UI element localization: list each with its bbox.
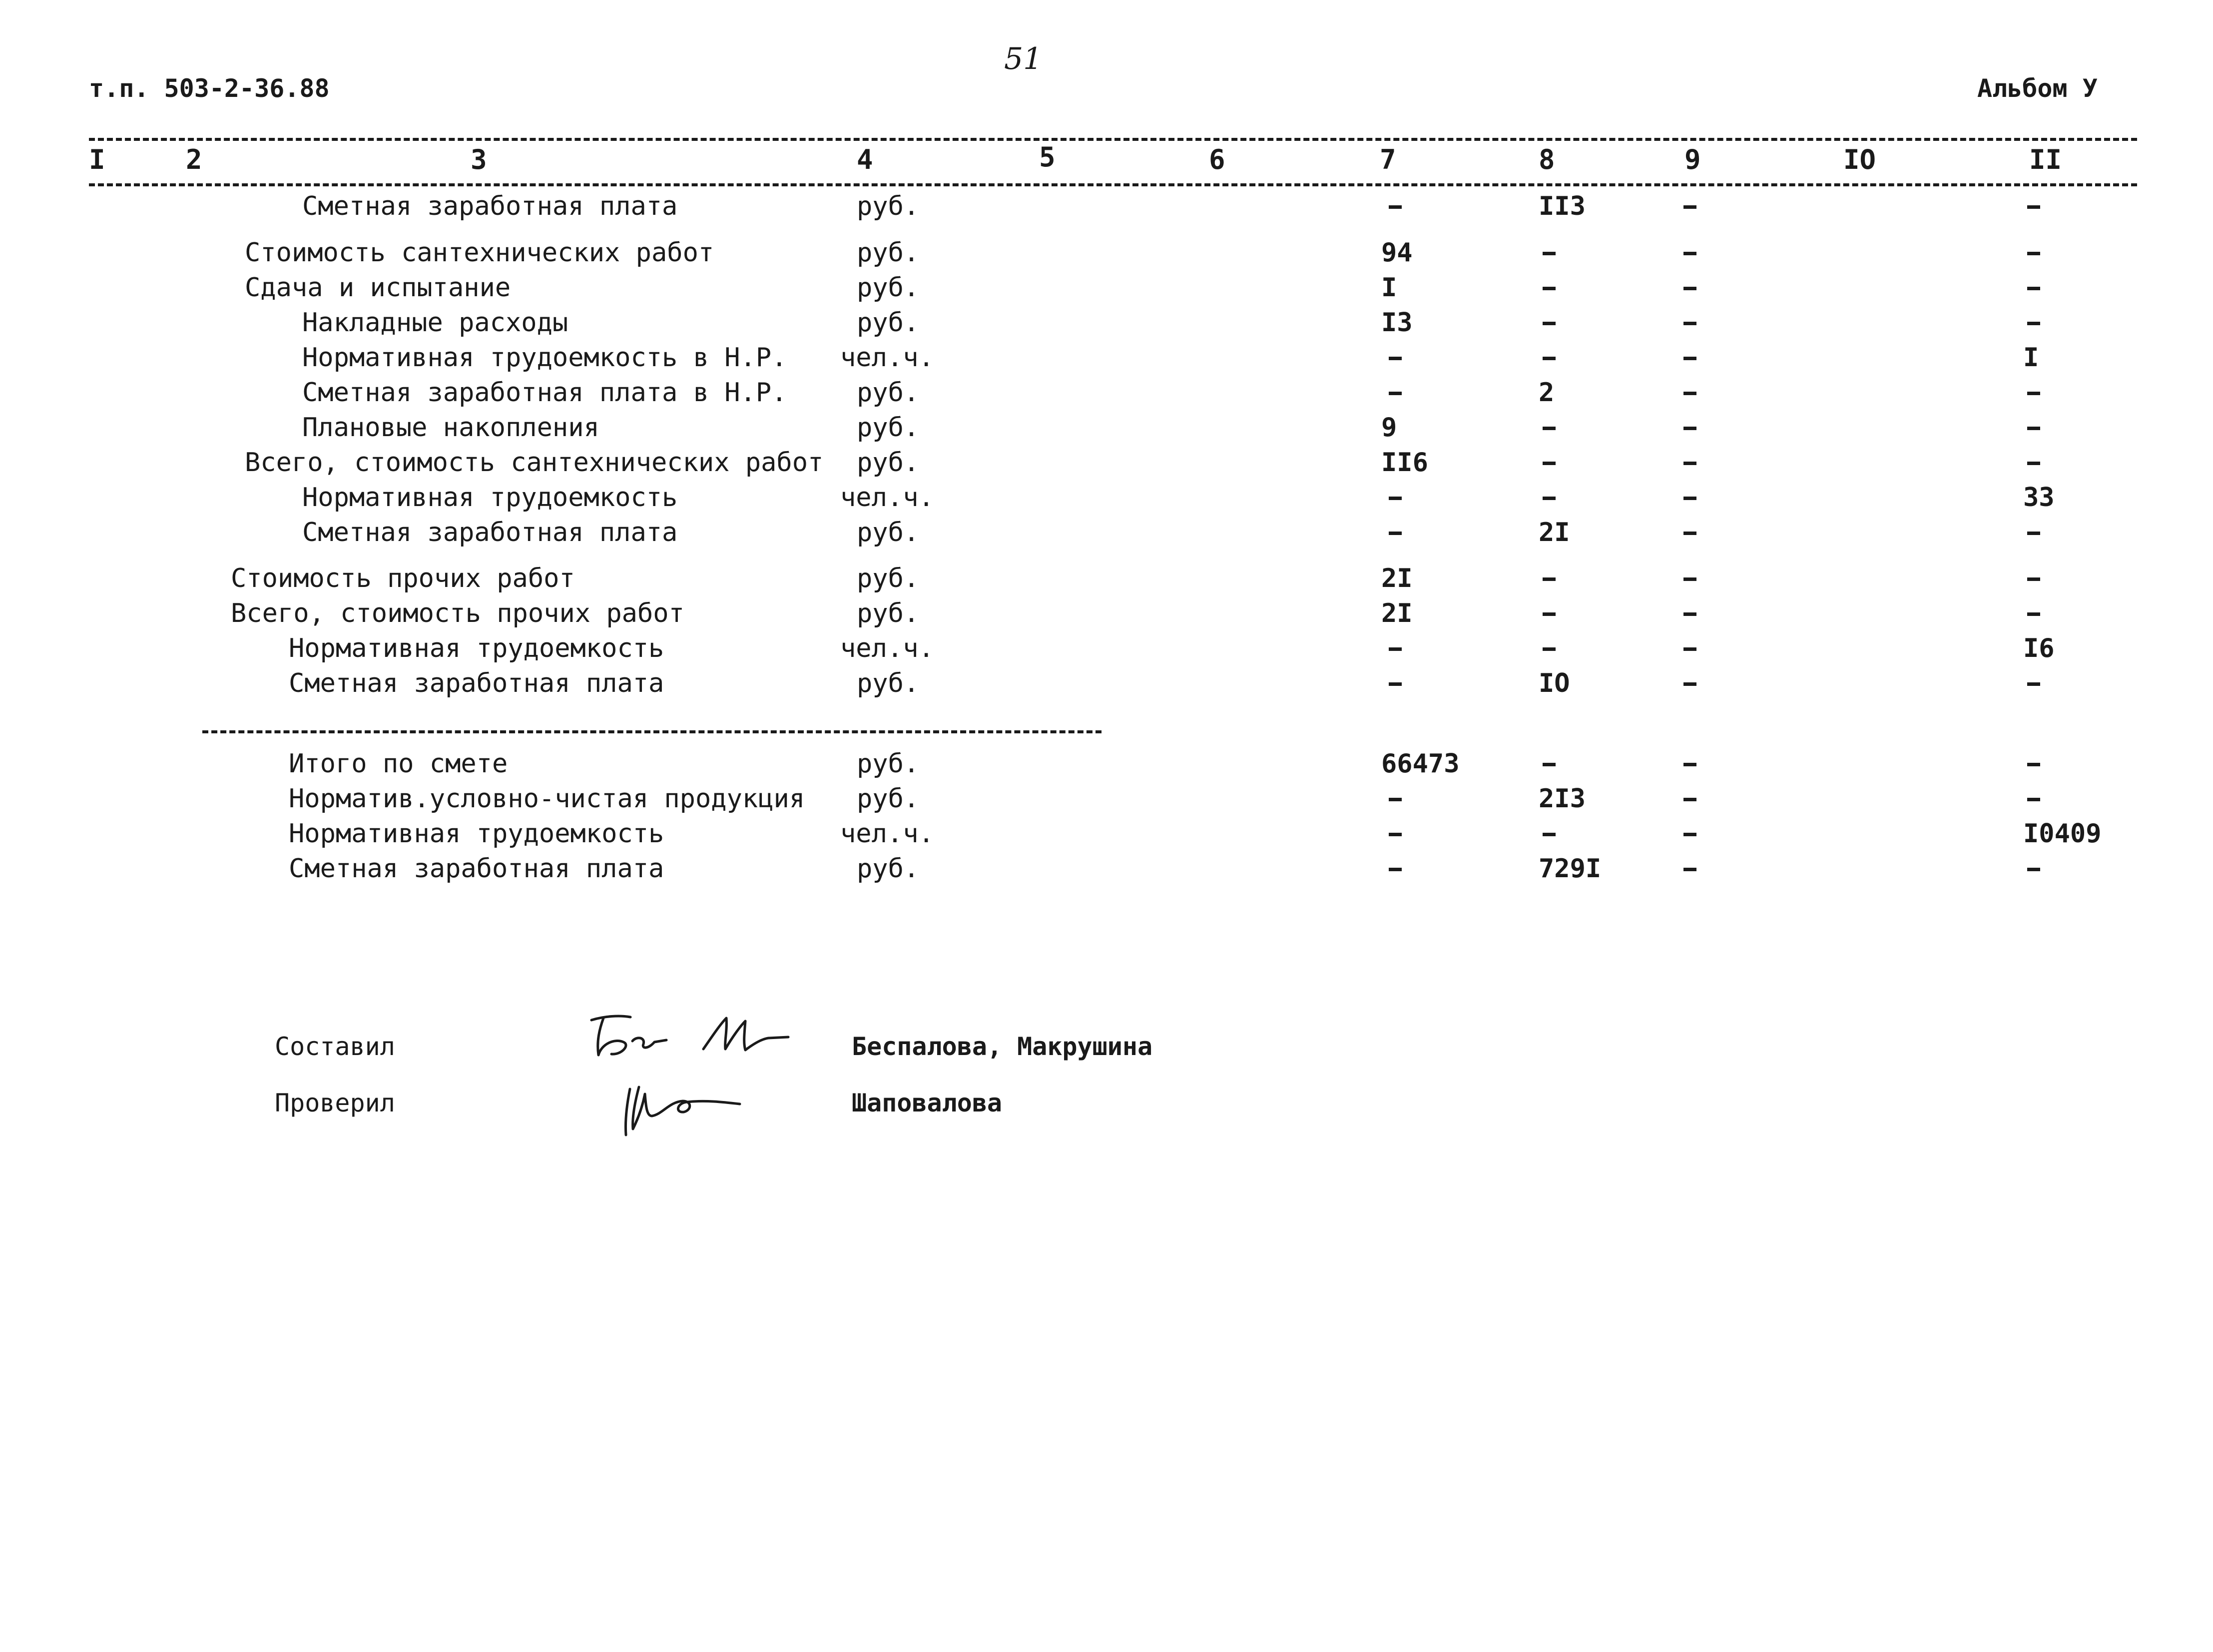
column-11-value: 33	[2023, 483, 2055, 513]
row-unit: чел.ч.	[840, 819, 934, 849]
row-unit: чел.ч.	[840, 483, 934, 513]
row-unit: руб.	[857, 273, 920, 303]
row-unit: чел.ч.	[840, 633, 934, 663]
column-number: 3	[471, 144, 487, 175]
column-9-dash	[1683, 612, 1696, 616]
column-11-dash	[2027, 682, 2040, 686]
column-8-dash	[1543, 322, 1556, 325]
column-8-dash	[1543, 647, 1556, 651]
row-name: Нормативная трудоемкость	[289, 633, 664, 663]
column-11-dash	[2027, 205, 2040, 209]
column-7-value: I	[1381, 273, 1397, 303]
document-code: т.п. 503-2-36.88	[89, 74, 330, 103]
album-label: Альбом У	[1977, 74, 2098, 103]
row-unit: руб.	[857, 448, 920, 478]
column-9-dash	[1683, 205, 1696, 209]
column-11-dash	[2027, 322, 2040, 325]
row-name: Сметная заработная плата	[302, 191, 678, 221]
column-9-dash	[1683, 577, 1696, 581]
row-unit: руб.	[857, 378, 920, 408]
compiled-label: Составил	[275, 1032, 395, 1061]
page-number: 51	[1004, 41, 1043, 76]
column-11-dash	[2027, 868, 2040, 871]
row-unit: руб.	[857, 563, 920, 593]
row-name: Норматив.условно-чистая продукция	[289, 784, 805, 814]
checked-label: Проверил	[275, 1089, 395, 1117]
compiled-signatures	[584, 1009, 794, 1064]
column-8-dash	[1543, 252, 1556, 255]
column-number: 9	[1684, 144, 1701, 175]
column-8-dash	[1543, 763, 1556, 766]
column-number: 5	[1039, 141, 1056, 173]
column-number: 7	[1380, 144, 1396, 175]
total-separator-rule	[202, 730, 1102, 733]
column-8-dash	[1543, 833, 1556, 836]
column-7-dash	[1389, 647, 1402, 651]
checked-name: Шаповалова	[852, 1089, 1003, 1117]
row-name: Стоимость сантехнических работ	[245, 238, 714, 268]
column-11-dash	[2027, 612, 2040, 616]
column-7-dash	[1389, 682, 1402, 686]
row-name: Сметная заработная плата в Н.Р.	[302, 378, 787, 408]
column-9-dash	[1683, 833, 1696, 836]
row-name: Плановые накопления	[302, 413, 599, 443]
column-11-dash	[2027, 392, 2040, 395]
row-name: Сметная заработная плата	[289, 854, 664, 884]
column-8-dash	[1543, 287, 1556, 290]
column-8-dash	[1543, 612, 1556, 616]
column-8-dash	[1543, 427, 1556, 430]
column-number: 8	[1539, 144, 1555, 175]
column-9-dash	[1683, 392, 1696, 395]
column-7-dash	[1389, 798, 1402, 801]
column-7-dash	[1389, 392, 1402, 395]
column-11-dash	[2027, 427, 2040, 430]
column-8-dash	[1543, 497, 1556, 500]
column-9-dash	[1683, 763, 1696, 766]
column-11-dash	[2027, 798, 2040, 801]
column-7-value: 2I	[1381, 563, 1413, 593]
column-9-dash	[1683, 682, 1696, 686]
row-unit: руб.	[857, 413, 920, 443]
row-name: Сметная заработная плата	[289, 668, 664, 698]
column-8-value: IO	[1539, 668, 1570, 698]
column-8-dash	[1543, 577, 1556, 581]
column-7-value: II6	[1381, 448, 1428, 478]
column-9-dash	[1683, 798, 1696, 801]
row-name: Всего, стоимость сантехнических работ	[245, 448, 824, 478]
column-8-value: II3	[1539, 191, 1586, 221]
row-unit: руб.	[857, 191, 920, 221]
row-name: Нормативная трудоемкость	[289, 819, 664, 849]
column-7-dash	[1389, 833, 1402, 836]
row-unit: руб.	[857, 598, 920, 628]
column-7-value: 94	[1381, 238, 1413, 268]
column-11-dash	[2027, 763, 2040, 766]
row-name: Нормативная трудоемкость	[302, 483, 678, 513]
column-11-dash	[2027, 462, 2040, 465]
column-9-dash	[1683, 322, 1696, 325]
column-9-dash	[1683, 287, 1696, 290]
column-number: 6	[1209, 144, 1225, 175]
row-unit: чел.ч.	[840, 343, 934, 373]
column-7-value: 2I	[1381, 598, 1413, 628]
column-7-dash	[1389, 868, 1402, 871]
column-7-dash	[1389, 497, 1402, 500]
column-8-dash	[1543, 462, 1556, 465]
row-name: Стоимость прочих работ	[231, 563, 575, 593]
checked-signature	[617, 1074, 757, 1139]
column-9-dash	[1683, 462, 1696, 465]
column-8-value: 2I	[1539, 518, 1570, 548]
column-11-value: I0409	[2023, 819, 2102, 849]
column-number: 4	[857, 144, 873, 175]
row-unit: руб.	[857, 668, 920, 698]
column-11-dash	[2027, 252, 2040, 255]
column-9-dash	[1683, 868, 1696, 871]
column-11-dash	[2027, 287, 2040, 290]
row-name: Накладные расходы	[302, 308, 568, 338]
row-unit: руб.	[857, 854, 920, 884]
column-number: 2	[186, 144, 202, 175]
column-7-value: 66473	[1381, 749, 1460, 779]
row-name: Итого по смете	[289, 749, 508, 779]
row-unit: руб.	[857, 784, 920, 814]
column-9-dash	[1683, 497, 1696, 500]
row-unit: руб.	[857, 238, 920, 268]
row-name: Нормативная трудоемкость в Н.Р.	[302, 343, 787, 373]
column-9-dash	[1683, 647, 1696, 651]
column-8-value: 729I	[1539, 854, 1602, 884]
header-top-rule	[89, 138, 2137, 141]
header-bottom-rule	[89, 183, 2137, 186]
column-9-dash	[1683, 532, 1696, 535]
column-7-dash	[1389, 205, 1402, 209]
column-7-value: 9	[1381, 413, 1397, 443]
column-number: I	[89, 144, 105, 175]
column-7-dash	[1389, 357, 1402, 360]
row-name: Сдача и испытание	[245, 273, 511, 303]
compiled-names: Беспалова, Макрушина	[852, 1032, 1153, 1061]
column-8-value: 2I3	[1539, 784, 1586, 814]
row-name: Всего, стоимость прочих работ	[231, 598, 684, 628]
column-11-dash	[2027, 577, 2040, 581]
column-number: IO	[1843, 144, 1876, 175]
row-unit: руб.	[857, 308, 920, 338]
column-9-dash	[1683, 427, 1696, 430]
column-11-value: I6	[2023, 633, 2055, 663]
column-8-dash	[1543, 357, 1556, 360]
column-7-value: I3	[1381, 308, 1413, 338]
column-9-dash	[1683, 357, 1696, 360]
row-unit: руб.	[857, 749, 920, 779]
column-11-value: I	[2023, 343, 2039, 373]
row-name: Сметная заработная плата	[302, 518, 678, 548]
column-11-dash	[2027, 532, 2040, 535]
row-unit: руб.	[857, 518, 920, 548]
column-number: II	[2029, 144, 2062, 175]
column-7-dash	[1389, 532, 1402, 535]
column-9-dash	[1683, 252, 1696, 255]
column-8-value: 2	[1539, 378, 1555, 408]
